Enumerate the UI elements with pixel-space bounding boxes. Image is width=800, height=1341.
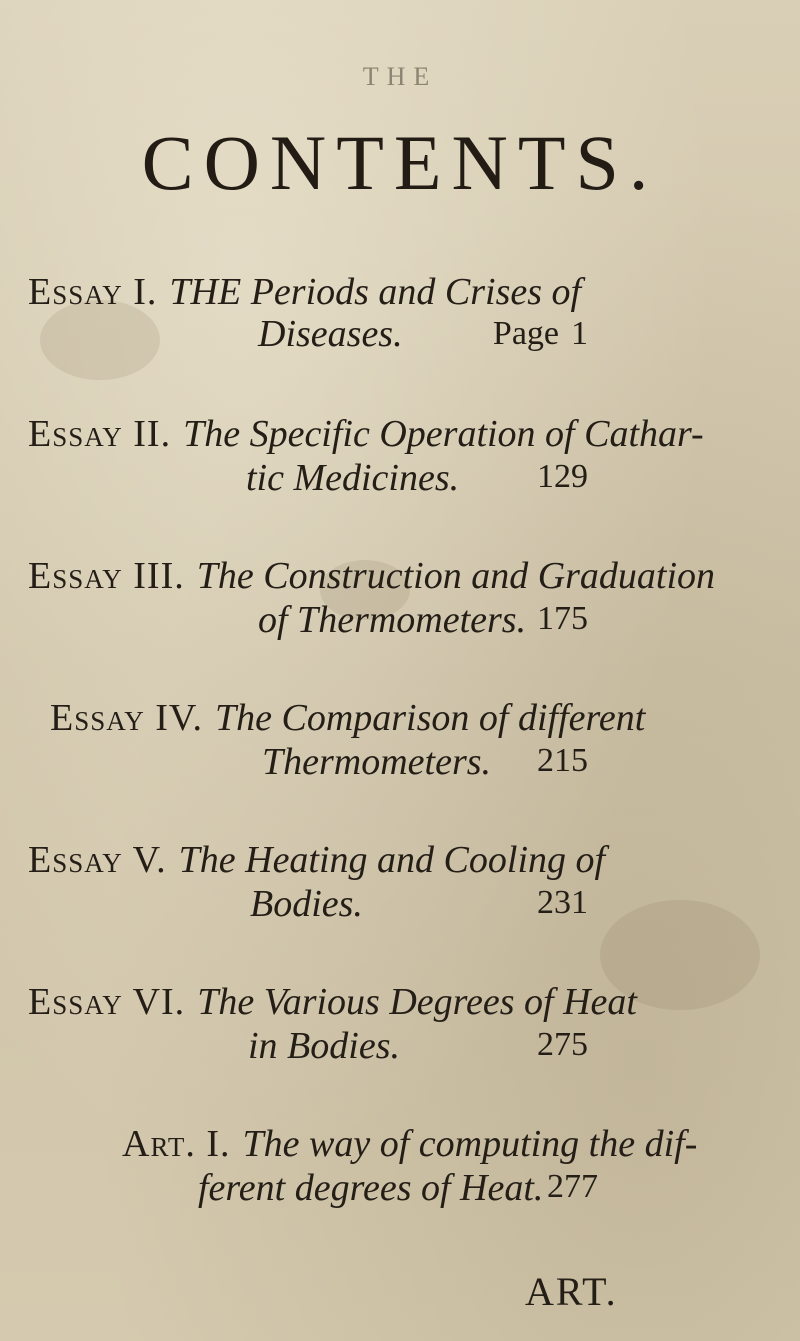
entry-title: The Various Degrees of Heat (197, 981, 637, 1023)
entry-page: 129 (537, 458, 588, 495)
entry-title: The Construction and Graduation (196, 555, 716, 597)
entry-label: Essay I. (28, 271, 158, 313)
entry-page: 231 (537, 884, 588, 921)
entry-title: The way of computing the dif- (242, 1123, 698, 1165)
entry-page (493, 315, 588, 353)
entry-title-continued: Diseases. (258, 313, 403, 355)
entry-title-continued: Thermometers. (262, 741, 492, 783)
entry-title: The Heating and Cooling of (178, 839, 606, 881)
entry-title-continued: in Bodies. (248, 1025, 400, 1067)
page-title: CONTENTS. (141, 119, 659, 206)
entry-label: Essay II. (28, 413, 172, 455)
entry-label: Essay III. (28, 555, 185, 597)
running-head: THE (362, 62, 438, 91)
entry-title: The Specific Operation of Cathar- (183, 413, 704, 455)
entry-label: Essay VI. (28, 981, 186, 1023)
page-prefix: Page (492, 315, 559, 352)
entry-page: 277 (547, 1168, 598, 1205)
entry-title-continued: tic Medicines. (246, 457, 460, 499)
catchword: ART. (525, 1269, 618, 1314)
entry-page: 215 (537, 742, 588, 779)
entry-title-continued: Bodies. (250, 883, 363, 925)
entry-label: Essay V. (28, 839, 167, 881)
entry-title: The Comparison of different (214, 697, 646, 739)
page-number: 1 (571, 315, 588, 352)
entry-page: 175 (537, 600, 588, 637)
entry-page: 275 (537, 1026, 588, 1063)
entry-label: Essay IV. (50, 697, 203, 739)
entry-title-continued: ferent degrees of Heat. (198, 1167, 544, 1209)
entry-label: Art. I. (122, 1123, 231, 1165)
entry-title: THE Periods and Crises of (169, 271, 582, 313)
entry-title-continued: of Thermometers. (258, 599, 527, 641)
